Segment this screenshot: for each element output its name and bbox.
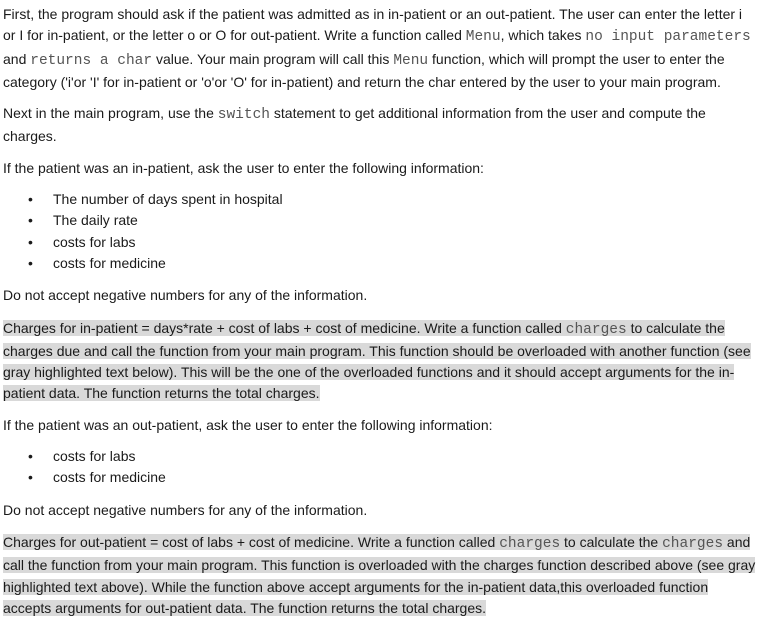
list-item [3,446,758,467]
list-item [3,189,758,210]
list-item-text: costs for medicine [53,254,166,271]
list-item [3,253,758,274]
list-item-text: The daily rate [53,212,138,229]
bullet-icon: • [28,448,33,465]
paragraph-inpatient-intro: If the patient was an in-patient, ask the user to enter the following information: [3,159,484,176]
list-item-text: The number of days spent in hospital [53,191,283,208]
para1-text-2: , which takes [500,27,586,44]
highlight-block-outpatient [3,534,755,616]
code-menu: Menu [465,29,501,46]
paragraph-inpatient-charges-highlighted [3,318,758,405]
paragraph-menu-function [3,4,758,93]
code-charges: charges [565,321,627,338]
bullet-icon: • [28,191,33,208]
paragraph-switch-statement [3,103,758,148]
list-item [3,210,758,231]
para2-text-1: Next in the main program, use the [3,105,218,122]
outpatient-info-list [3,446,758,489]
code-menu-2: Menu [393,52,429,69]
paragraph-no-negative-2: Do not accept negative numbers for any of the information. [3,501,368,518]
code-switch: switch [217,107,270,124]
highlight-block-inpatient [3,320,751,402]
para1-text-1: First, the program should ask if the patient was admitted as in in-patient or an out-patient. The user can enter the letter i or I for in-patient, or the letter o or O for out-patient. Write a function called [3,6,743,44]
bullet-icon: • [28,233,33,250]
para1-text-4: value. Your main program will call this [152,50,394,67]
para8-text-3: and call the function from your main program. This function is overloaded with the charges function described above (see gray highlighted text above). While the function above accept arguments for the in-patient data,this overloaded function accepts arguments for out-patient data. The function returns the total charges. [3,533,756,616]
bullet-icon: • [28,212,33,229]
code-returns-a-char: returns a char [30,52,153,69]
para8-text-2: to calculate the [560,533,663,550]
document-body [3,4,758,619]
code-charges-3: charges [662,535,724,552]
list-item-text: costs for labs [53,233,136,250]
bullet-icon: • [28,254,33,271]
list-item-text: costs for labs [53,448,136,465]
code-no-input-parameters: no input parameters [585,29,751,46]
list-item [3,467,758,488]
para1-text-5: function, which will prompt the user to enter the category ('i'or 'I' for in-patient or 'o'or 'O' for in-patient) and return the char entered by the user to your main program. [3,50,725,90]
paragraph-outpatient-charges-highlighted [3,532,758,619]
paragraph-outpatient-intro: If the patient was an out-patient, ask the user to enter the following information: [3,416,493,433]
para5-text-1: Charges for in-patient = days*rate + cost of labs + cost of medicine. Write a function called [3,319,566,336]
paragraph-no-negative-1: Do not accept negative numbers for any of the information. [3,287,368,304]
bullet-icon: • [28,469,33,486]
list-item [3,232,758,253]
inpatient-info-list [3,189,758,274]
para8-text-1: Charges for out-patient = cost of labs + cost of medicine. Write a function called [3,533,500,550]
para1-text-3: and [3,50,31,67]
code-charges-2: charges [499,535,561,552]
list-item-text: costs for medicine [53,469,166,486]
para5-text-2: to calculate the charges due and call the function from your main program. This function should be overloaded with another function (see gray highlighted text below). This will be the one of the overloaded functions and it should accept arguments for the in-patient data. The function returns the total charges. [3,319,751,402]
para2-text-2: statement to get additional information from the user and compute the charges. [3,105,706,145]
